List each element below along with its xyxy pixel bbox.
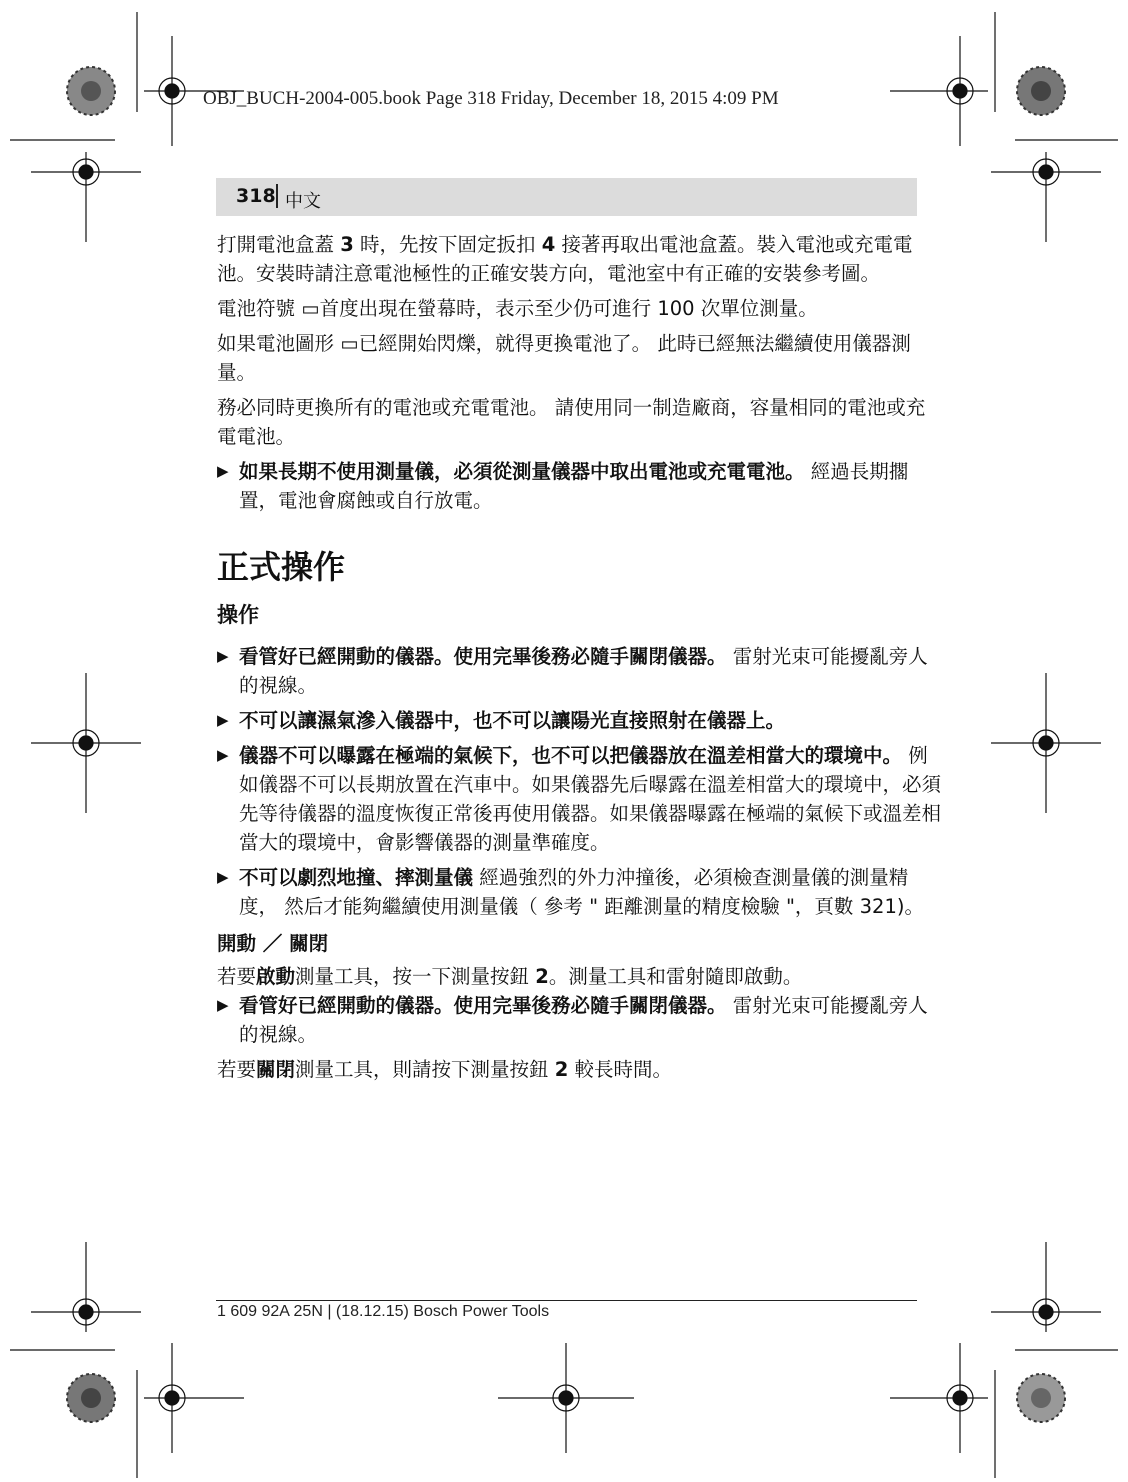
star-target [67, 1374, 115, 1422]
page-footer: 1 609 92A 25N | (18.12.15) Bosch Power Tools [217, 1303, 550, 1320]
header-divider [276, 184, 278, 208]
section-title: 正式操作 [217, 548, 346, 586]
bullet-bold-text: 不可以讓濕氣滲入儀器中，也不可以讓陽光直接照射在儀器上。 [239, 709, 786, 732]
star-target [67, 67, 115, 115]
paragraph-replace-all: 務必同時更換所有的電池或充電電池。 請使用同一制造廠商，容量相同的電池或充電電池。 [217, 396, 926, 448]
onoff-title: 開動 ／ 關閉 [217, 932, 329, 955]
paragraph-switch-off [217, 1055, 942, 1084]
bullet-text: 雷射光束可能擾亂旁人的視線。 [239, 994, 928, 1046]
footer-rule [216, 1300, 917, 1301]
bullet-bold-text: 儀器不可以曝露在極端的氣候下，也不可以把儀器放在溫差相當大的環境中。 [239, 744, 903, 767]
bullet-bold-text: 看管好已經開動的儀器。使用完畢後務必隨手關閉儀器。 [239, 645, 727, 668]
paragraph-battery-cover [217, 230, 942, 288]
bullet-triangle-icon: ▶ [217, 746, 229, 764]
registration-mark [991, 152, 1101, 242]
bullet-triangle-icon: ▶ [217, 996, 229, 1014]
bullet-text: 經過長期擱置，電池會腐蝕或自行放電。 [239, 460, 909, 512]
ref-number: 2 [554, 1058, 569, 1081]
text: 打開電池盒蓋 [217, 233, 341, 256]
text: 若要 [217, 965, 257, 988]
page-body [217, 230, 942, 1090]
bullet-triangle-icon: ▶ [217, 462, 229, 480]
emphasis: 關閉 [256, 1058, 296, 1081]
bullet-item [217, 741, 942, 857]
registration-mark [31, 1242, 141, 1332]
registration-mark [991, 1242, 1101, 1332]
bullet-text: 例如儀器不可以長期放置在汽車中。如果儀器先后曝露在溫差相當大的環境中，必須先等待儀器的溫度恢復正常後再使用儀器。如果儀器曝露在極端的氣候下或溫差相當大的環境中，會影響儀器的測量準確度。 [239, 744, 942, 854]
bullet-remove-batteries [217, 457, 942, 515]
paragraph-battery-blink: 如果電池圖形 ▭已經開始閃爍，就得更換電池了。 此時已經無法繼續使用儀器測量。 [217, 332, 911, 384]
page-number: 318 [236, 185, 276, 207]
ref-number: 4 [541, 233, 556, 256]
ref-number: 2 [535, 965, 549, 988]
bullet-item [217, 706, 942, 735]
bullet-bold-text: 不可以劇烈地撞、摔測量儀 [239, 866, 474, 889]
text: 。測量工具和雷射隨即啟動。 [548, 965, 803, 988]
page-header-bar [216, 178, 917, 216]
text: 接著再取出電池盒蓋。裝入電池或充電電池。安裝時請注意電池極性的正確安裝方向，電池室中有正確的安裝參考圖。 [217, 233, 913, 285]
bullet-text: 雷射光束可能擾亂旁人的視線。 [239, 645, 928, 697]
registration-mark [31, 152, 141, 242]
emphasis: 啟動 [256, 965, 296, 988]
bullet-triangle-icon: ▶ [217, 647, 229, 665]
bullet-item [217, 863, 942, 921]
registration-mark [498, 1343, 634, 1453]
book-slug-line: OBJ_BUCH-2004-005.book Page 318 Friday, December 18, 2015 4:09 PM [203, 88, 779, 109]
paragraph-switch-on [217, 962, 942, 991]
text: 時，先按下固定扳扣 [353, 233, 542, 256]
bullet-bold-text: 看管好已經開動的儀器。使用完畢後務必隨手關閉儀器。 [239, 994, 727, 1017]
registration-mark [890, 1343, 988, 1453]
star-target [1017, 67, 1065, 115]
header-language: 中文 [285, 191, 321, 212]
bullet-item [217, 991, 942, 1049]
bullet-triangle-icon: ▶ [217, 711, 229, 729]
text: 若要 [217, 1058, 257, 1081]
text: 較長時間。 [568, 1058, 673, 1081]
registration-mark [890, 36, 988, 146]
ref-number: 3 [340, 233, 354, 256]
bullet-text: 經過強烈的外力沖撞後，必須檢查測量儀的測量精度， 然后才能夠繼續使用測量儀（ 參考 " 距離測量的精度檢驗 "，頁數 321)。 [239, 866, 924, 918]
section-subtitle: 操作 [217, 603, 259, 627]
star-target [1017, 1374, 1065, 1422]
registration-mark [144, 1343, 244, 1453]
registration-mark [31, 673, 141, 813]
bullet-bold-text: 如果長期不使用測量儀，必須從測量儀器中取出電池或充電電池。 [239, 460, 805, 483]
text: 測量工具，按一下測量按鈕 [295, 965, 536, 988]
text: 測量工具，則請按下測量按鈕 [295, 1058, 555, 1081]
bullet-triangle-icon: ▶ [217, 868, 229, 886]
registration-mark [991, 673, 1101, 813]
paragraph-battery-symbol: 電池符號 ▭首度出現在螢幕時，表示至少仍可進行 100 次單位測量。 [217, 297, 818, 320]
bullet-item [217, 642, 942, 700]
